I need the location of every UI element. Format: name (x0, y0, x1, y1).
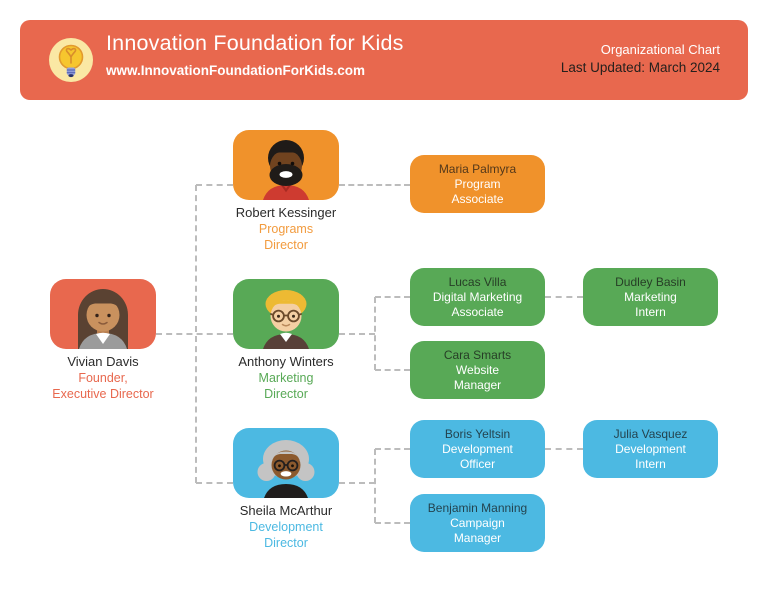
staff-role-line2: Associate (451, 191, 504, 206)
avatar-sheila-mcarthur (233, 428, 339, 498)
staff-role-line1: Development (442, 441, 513, 456)
director-role-line1: Programs (258, 222, 314, 236)
director-name: Sheila McArthur (239, 503, 333, 518)
founder-caption (18, 354, 188, 402)
director-role-line2: Director (264, 387, 308, 401)
staff-role-line1: Campaign (450, 515, 505, 530)
staff-role-line2: Intern (635, 304, 666, 319)
director-caption-marketing (201, 354, 371, 402)
connector-boris-julia (545, 448, 583, 450)
director-name: Anthony Winters (238, 354, 334, 369)
connector-boris-stub (375, 448, 410, 450)
staff-name: Julia Vasquez (613, 426, 688, 441)
avatar-robert-kessinger (233, 130, 339, 200)
connector-trunk-development (374, 449, 376, 523)
lightbulb-icon (49, 38, 93, 82)
connector-sheila-left (196, 482, 233, 484)
connector-lucas-dudley (545, 296, 583, 298)
staff-name: Benjamin Manning (427, 500, 528, 515)
founder-card (50, 279, 156, 349)
director-card-marketing (233, 279, 339, 349)
staff-card-julia-vasquez (583, 420, 718, 478)
avatar-vivian-davis (50, 279, 156, 349)
director-role-line1: Development (249, 520, 323, 534)
director-caption-development (201, 503, 371, 551)
staff-role-line2: Manager (453, 377, 502, 392)
connector-lucas-stub (375, 296, 410, 298)
staff-name: Maria Palmyra (438, 161, 517, 176)
staff-name: Boris Yeltsin (444, 426, 511, 441)
page-title: Innovation Foundation for Kids (106, 31, 404, 55)
staff-card-dudley-basin (583, 268, 718, 326)
director-caption-programs (201, 205, 371, 253)
director-role-line2: Director (264, 536, 308, 550)
header-banner (20, 20, 748, 100)
staff-role-line2: Intern (635, 456, 666, 471)
header-meta (561, 41, 720, 77)
doc-type-label: Organizational Chart (600, 42, 720, 57)
director-role-line2: Director (264, 238, 308, 252)
staff-name: Lucas Villa (448, 274, 507, 289)
staff-role-line2: Manager (453, 530, 502, 545)
connector-vivian-anthony (156, 333, 233, 335)
founder-name: Vivian Davis (67, 354, 139, 369)
director-card-programs (233, 130, 339, 200)
connector-trunk-marketing (374, 297, 376, 370)
founder-role-line2: Executive Director (52, 387, 154, 401)
connector-anthony-right (339, 333, 375, 335)
staff-card-boris-yeltsin (410, 420, 545, 478)
director-name: Robert Kessinger (235, 205, 337, 220)
connector-sheila-right (339, 482, 375, 484)
staff-role-line1: Digital Marketing (432, 289, 523, 304)
staff-name: Dudley Basin (615, 274, 686, 289)
staff-role-line2: Associate (451, 304, 504, 319)
last-updated-label: Last Updated: March 2024 (560, 60, 720, 75)
staff-role-line1: Program (454, 176, 501, 191)
connector-robert-maria (339, 184, 410, 186)
website-url: www.InnovationFoundationForKids.com (106, 63, 365, 78)
staff-card-maria-palmyra (410, 155, 545, 213)
staff-card-lucas-villa (410, 268, 545, 326)
staff-role-line1: Marketing (624, 289, 677, 304)
founder-role-line1: Founder, (78, 371, 128, 385)
director-role-line1: Marketing (258, 371, 314, 385)
connector-robert-left (196, 184, 233, 186)
avatar-anthony-winters (233, 279, 339, 349)
staff-card-benjamin-manning (410, 494, 545, 552)
staff-card-cara-smarts (410, 341, 545, 399)
staff-name: Cara Smarts (443, 347, 512, 362)
staff-role-line2: Officer (459, 456, 496, 471)
connector-cara-stub (375, 369, 410, 371)
staff-role-line1: Development (615, 441, 686, 456)
staff-role-line1: Website (455, 362, 500, 377)
director-card-development (233, 428, 339, 498)
connector-benjamin-stub (375, 522, 410, 524)
